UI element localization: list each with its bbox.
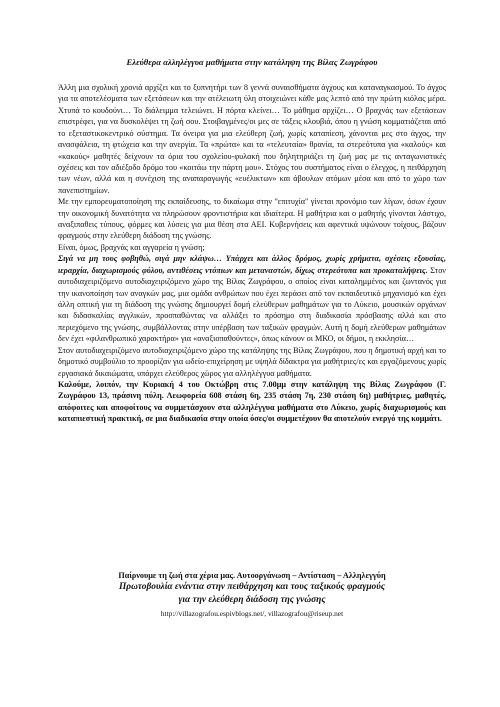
motto: Παίρνουμε τη ζωή στα χέρια μας. Αυτοοργάνωση – Αντίσταση – Αλληλεγγύη — [118, 571, 386, 580]
paragraph-intro: Άλλη μια σχολική χρονιά αρχίζει και το ξυπνητήρι των 8 γεννά συναισθήματα άγχους και καταναγκασμού. Το άγχος για τα αποτελέσματα των εξετάσεων και την ατέλειωτη ύλη στοιχειώνει κάθε μας λεπτό από την πρώτη κιόλας μέρα. Χτυπά το κουδούνι… Το διάλειμμα τελειώνει. Η πόρτα κλείνει… Το μάθημα αρχίζει… Ο βραχνάς των εξετάσεων επιστρέφει, για να δυσκολέψει τη ζωή σου. Στοιβαγμένες/οι μες σε τάξεις κλουβιά, όπου η γνώση κομματιάζεται από το εξεταστικοκεντρικό σύστημα. Τα όνειρα για μια ελεύθερη ζωή, χωρίς καταπίεση, χάνονται μες στο άγχος, την ανασφάλεια, τη φτώχεια και την ανεργία. Τα «πρώτα» και τα «τελευταία» θρανία, τα στερεότυπα για «καλούς» και «κακούς» μαθητές δείχνουν τα όρια του σχολείου-φυλακή που δηλητηριάζει τη ζωή μας με τις ανταγωνιστικές σχέσεις και τον αδιέξοδο δρόμο του «κοιτάω την πάρτη μου». Στόχος του συστήματος είναι ο έλεγχος, η πειθάρχηση των νέων, αλλά και η συνέχιση της αναπαραγωγής «ευέλικτων» και άβουλων ατόμων μέσα και από το χώρο των πανεπιστημίων. — [58, 83, 446, 195]
initiative-line-2: για την ελεύθερη διάδοση της γνώσης — [178, 594, 326, 605]
document-title: Ελεύθερα αλληλέγγυα μαθήματα στην κατάληψη της Βίλας Ζωγράφου — [126, 57, 378, 67]
contact-links[interactable]: http://villazografou.espivblogs.net/, villazografou@riseup.net — [160, 609, 344, 619]
alternative-rest: Στον αυτοδιαχειριζόμενο αυτοδιαχειριζόμενο χώρο της Βίλας Ζωγράφου, ο οποίος είναι καταλημμένος και ζωντανός για την ικανοποίηση των αναγκών μας, μια ομάδα ανθρώπων που έχει περάσει από τον εκπαιδευτικό μηχανισμό και έχει άλλη οπτική για τη διάδοση της γνώσης δημιουργεί δομή ελεύθερων μαθημάτων για το Λύκειο, μουσικών οργάνων και διδασκαλίας αγγλικών, προσπαθώντας να αλλάξει το πρόσημο στη διαδικασία πρόσβασης αλλά και στο περιεχόμενο της γνώσης, συμβάλλοντας στην υπέρβαση των ταξικών φραγμών. Αυτή η δομή ελεύθερων μαθημάτων δεν έχει «φιλανθρωπικό χαρακτήρα» για «αναξιοπαθούντες», όπως κάνουν οι ΜΚΟ, οι δήμοι, η εκκλησία… — [58, 265, 446, 344]
paragraph-space: Στον αυτοδιαχειριζόμενο αυτοδιαχειριζόμενο χώρο της κατάληψης της Βίλας Ζωγράφου, που η δημοτική αρχή και το δημοτικό συμβούλιο το προορίζαν για ωδείο-επιχείρηση με υψηλά δίδακτρα για μαθήτριες/ες και εργαζόμενους χωρίς εργασιακά δικαιώματα, υπάρχει ελεύθερος χώρος για αλληλέγγυα μαθήματα. — [58, 345, 446, 378]
paragraph-invitation: Καλούμε, λοιπόν, την Κυριακή 4 του Οκτώβρη στις 7.00μμ στην κατάληψη της Βίλας Ζωγράφου (Γ. Ζωγράφου 13, πράσινη πύλη. Λεωφορεία 608 στάση 6η, 235 στάση 7η, 230 στάση 6η) μαθήτριες, μαθητές, απόφοιτες και αποφοίτους να συμμετάσχουν στα αλληλέγγυα μαθήματα στο Λύκειο, χωρίς διαχωρισμούς και καταπιεστική πρακτική, σε μια διαδικασία στην οποία όσες/οι συμμετέχουν θα αποτελούν ενεργό της κομμάτι. — [58, 379, 446, 424]
paragraph-alternative — [58, 253, 446, 344]
paragraph-commodification: Με την εμπορευματοποίηση της εκπαίδευσης, το δικαίωμα στην "επιτυχία" γίνεται προνόμιο των λίγων, όσων έχουν την οικονομική δυνατότητα να πληρώσουν φροντιστήρια και ιδιαίτερα. Η μαθήτρια και ο μαθητής γίνονται λάστιχο, αναξιπαθεις τύπους, φόρμες και λύσεις για μια θέση στα ΑΕΙ. Κυβερνήσεις και αφεντικά υψώνουν τοίχους, βάζουν φραγμούς στην ελεύθερη διάδοση της γνώσης. — [58, 197, 446, 241]
closing-block — [58, 570, 446, 620]
document-body — [58, 82, 446, 425]
alternative-lead: Σιγά να μη τους φοβηθώ, σιγά μην κλάψω… Υπάρχει και άλλος δρόμος, χωρίς χρήματα, σχέσεις εξουσίας, ιεραρχία, διαχωρισμούς φύλου, αντιθέσεις ντόπιων και μεταναστών, δίχως στερεότυπα και προκαταλήψεις. — [58, 254, 446, 275]
initiative-line-1: Πρωτοβουλία ενάντια στην πειθάρχηση και τους ταξικούς φραγμούς — [118, 582, 386, 593]
paragraph-question: Είναι, όμως, βραχνάς και αγγαρεία η γνώση; — [58, 242, 205, 252]
